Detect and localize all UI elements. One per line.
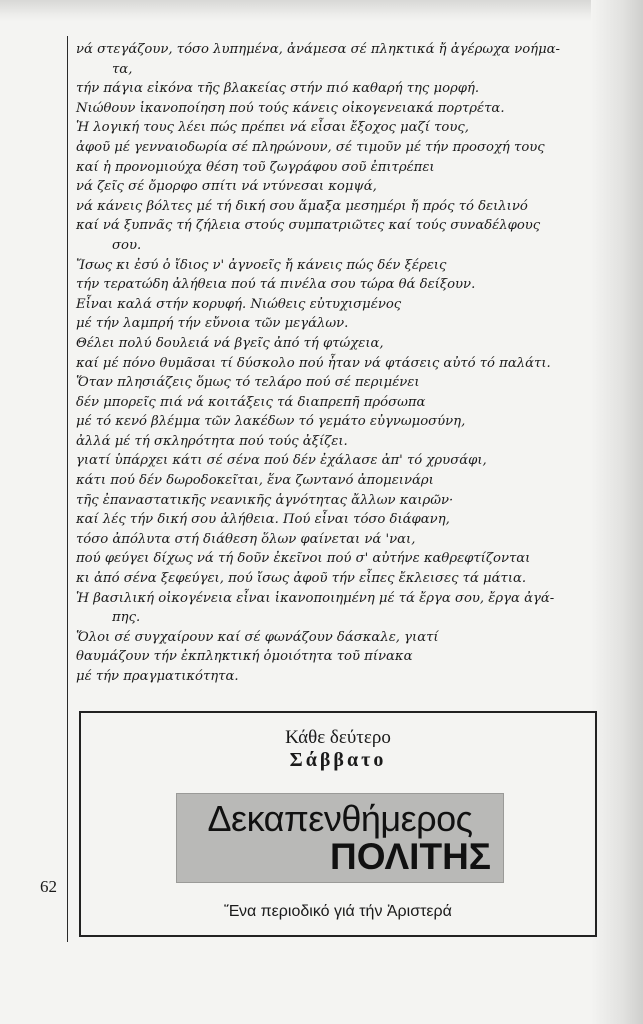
poem-line: τόσο ἀπόλυτα στή διάθεση ὅλων φαίνεται νά 'ναι, <box>76 531 416 547</box>
poem-line: τήν τερατώδη ἀλήθεια πού τά πινέλα σου τώρα θά δείξουν. <box>76 277 476 293</box>
poem-line: δέν μπορεῖς πιά νά κοιτάξεις τά διαπρεπῆ πρόσωπα <box>76 394 426 410</box>
poem-text <box>76 40 601 687</box>
poem-line: νά ζεῖς σέ ὄμορφο σπίτι νά ντύνεσαι κομψά, <box>76 179 377 195</box>
poem-line: μέ τήν λαμπρή τήν εὔνοια τῶν μεγάλων. <box>76 316 349 332</box>
poem-line: ἀλλά μέ τή σκληρότητα πού τούς ἀξίζει. <box>76 433 348 449</box>
page-number: 62 <box>40 877 57 896</box>
poem-line: μέ τήν πραγματικότητα. <box>76 669 239 684</box>
logo-title: ΠΟΛΙΤΗΣ <box>330 836 491 877</box>
poem-line: Εἶναι καλά στήν κορυφή. Νιώθεις εὐτυχισμένος <box>76 296 402 312</box>
advertisement-box <box>79 711 597 937</box>
poem-line: νά στεγάζουν, τόσο λυπημένα, ἀνάμεσα σέ πληκτικά ἤ ἀγέρωχα νοήμα- <box>76 42 561 57</box>
poem-line: Νιώθουν ἱκανοποίηση πού τούς κάνεις οἰκογενειακά πορτρέτα. <box>76 100 505 116</box>
poem-line: τήν πάγια εἰκόνα τῆς βλακείας στήν πιό καθαρή της μορφή. <box>76 81 480 97</box>
poem-line: Θέλει πολύ δουλειά νά βγεῖς ἀπό τή φτώχεια, <box>76 335 384 351</box>
poem-line: κι ἀπό σένα ξεφεύγει, πού ἴσως ἀφοῦ τήν εἶπες ἔκλεισες τά μάτια. <box>76 571 527 587</box>
poem-line: Ὅταν πλησιάζεις ὅμως τό τελάρο πού σέ περιμένει <box>76 375 420 391</box>
poem-line: γιατί ὑπάρχει κάτι σέ σένα πού δέν ἐχάλασε ἀπ' τό χρυσάφι, <box>76 453 487 469</box>
poem-line: Ἡ λογική τους λέει πώς πρέπει νά εἶσαι ἔξοχος μαζί τους, <box>76 120 469 136</box>
poem-line: κάτι πού δέν δωροδοκεῖται, ἕνα ζωντανό ἀπομεινάρι <box>76 473 434 489</box>
poem-line: καί μέ πόνο θυμᾶσαι τί δύσκολο πού ἦταν νά φτάσεις αὐτό τό παλάτι. <box>76 355 551 371</box>
poem-line: καί ἡ προνομιούχα θέση τοῦ ζωγράφου σοῦ ἐπιτρέπει <box>76 159 435 175</box>
magazine-logo <box>176 793 504 883</box>
ad-frequency: Κάθε δεύτερο <box>285 727 391 748</box>
scan-top-shadow <box>0 0 643 22</box>
poem-line: καί λές τήν δική σου ἀλήθεια. Πού εἶναι τόσο διάφανη, <box>76 512 450 528</box>
poem-line: καί νά ξυπνᾶς τή ζήλεια στούς συμπατριῶτες καί τούς συναδέλφους <box>76 218 541 234</box>
poem-line: πού φεύγει δίχως νά τή δοῦν ἐκεῖνοι πού σ' αὐτήνε καθρεφτίζονται <box>76 551 531 567</box>
ad-day: Σάββατο <box>289 749 387 771</box>
poem-line: σου. <box>112 237 142 253</box>
poem-line: Ἴσως κι ἐσύ ὁ ἴδιος ν' ἀγνοεῖς ἤ κάνεις πώς δέν ξέρεις <box>76 257 447 273</box>
poem-line: τῆς ἐπαναστατικῆς νεανικῆς ἁγνότητας ἄλλων καιρῶν· <box>76 492 454 508</box>
logo-subtitle: Δεκαπενθήμερος <box>207 798 473 839</box>
margin-rule <box>67 36 68 942</box>
poem-line: τα, <box>112 61 133 77</box>
poem-line: πης. <box>112 610 141 626</box>
poem-line: μέ τό κενό βλέμμα τῶν λακέδων τό γεμάτο εὐγνωμοσύνη, <box>76 414 466 430</box>
poem-line: Ἡ βασιλική οἰκογένεια εἶναι ἱκανοποιημένη μέ τά ἔργα σου, ἔργα ἀγά- <box>76 590 555 606</box>
poem-line: Ὅλοι σέ συγχαίρουν καί σέ φωνάζουν δάσκαλε, γιατί <box>76 629 439 645</box>
poem-line: νά κάνεις βόλτες μέ τή δική σου ἅμαξα μεσημέρι ἤ πρός τό δειλινό <box>76 198 528 214</box>
ad-tagline: Ἕνα περιοδικό γιά τήν Ἀριστερά <box>224 903 452 920</box>
poem-line: θαυμάζουν τήν ἐκπληκτική ὁμοιότητα τοῦ πίνακα <box>76 649 413 665</box>
poem-line: ἀφοῦ μέ γενναιοδωρία σέ πληρώνουν, σέ τιμοῦν μέ τήν προσοχή τους <box>76 139 545 155</box>
